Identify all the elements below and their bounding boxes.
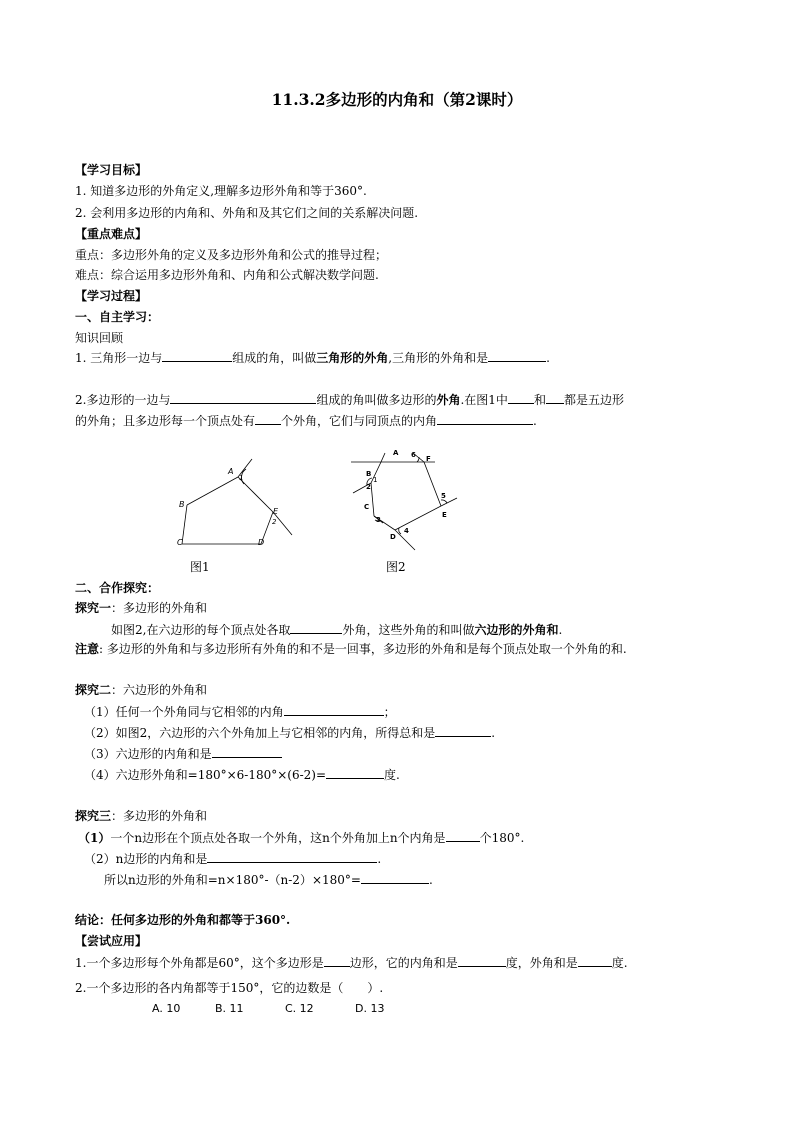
fig2-label-3: 3 (376, 516, 381, 524)
explore-2-q3 (84, 745, 282, 762)
fig2-label-a: A (393, 449, 399, 457)
explore-2-q1 (84, 703, 396, 720)
objective-item: 2. 会利用多边形的内角和、外角和及其它们之间的关系解决问题. (75, 206, 419, 220)
blank (284, 703, 384, 716)
fig1-label-b: B (179, 500, 185, 509)
blank (435, 724, 491, 737)
option-c: C. 12 (285, 1002, 314, 1015)
explore-1-label: 探究一 (75, 601, 112, 615)
p1-d: 度. (611, 956, 628, 970)
fig1-label-a: A (228, 467, 234, 476)
fig2-label-4: 4 (404, 527, 409, 535)
e3-q1-end: 个180°. (479, 831, 525, 845)
explore-2-q2 (84, 724, 495, 741)
p1-c: 度，外角和是 (505, 956, 578, 970)
review-label: 知识回顾 (75, 331, 124, 345)
blank (212, 745, 282, 758)
objectives-heading: 【学习目标】 (75, 163, 148, 177)
e2-q1-end: ； (383, 705, 396, 719)
option-b: B. 11 (215, 1002, 244, 1015)
fig1-label-e: E (273, 507, 279, 516)
option-a: A. 10 (152, 1002, 181, 1015)
explore-3-title: ：多边形的外角和 (111, 809, 208, 823)
e2-q4-text: （4）六边形外角和=180°×6-180°×(6-2)= (84, 768, 327, 782)
blank (488, 349, 546, 362)
q2-line2-a: 的外角；且多边形每一个顶点处有 (75, 414, 256, 428)
e3-q2-end: . (377, 852, 382, 866)
e3-q1-num: （1） (78, 831, 111, 845)
fig2-label-f: F (426, 455, 431, 463)
q1-part-c: ,三角形的外角和是 (388, 351, 489, 365)
explore-1-b: 外角，这些外角的和叫做 (342, 623, 475, 637)
note-text: : 多边形的外角和与多边形所有外角的和不是一回事，多边形的外角和是每个顶点处取一个外角的和. (99, 642, 627, 656)
fig2-label-5: 5 (441, 492, 446, 500)
practice-heading: 【尝试应用】 (75, 934, 148, 948)
figure-2-caption: 图2 (386, 560, 406, 574)
explore-1-a: 如图2,在六边形的每个顶点处各取 (111, 623, 291, 637)
q2-end: . (533, 414, 537, 428)
fig2-label-1: 1 (373, 476, 378, 484)
keypoints-heading: 【重点难点】 (75, 227, 148, 241)
practice-q2: 2.一个多边形的各内角都等于150°，它的边数是（ ）. (75, 981, 384, 995)
explore-1-text (111, 621, 562, 638)
fig1-label-c: C (177, 538, 183, 547)
q2-line2-b: 个外角，它们与同顶点的内角 (281, 414, 438, 428)
e3-q3-text: 所以n边形的外角和=n×180°-（n-2）×180°= (104, 873, 361, 887)
blank (437, 412, 533, 425)
fig2-label-d: D (390, 533, 396, 541)
p1-a: 1.一个多边形每个外角都是60°，这个多边形是 (75, 956, 324, 970)
cooperation-heading: 二、合作探究： (75, 581, 160, 595)
blank (546, 391, 564, 404)
q2-part-e: 都是五边形 (563, 393, 624, 407)
keypoint-item: 难点：综合运用多边形外角和、内角和公式解决数学问题. (75, 268, 379, 282)
q2-part-d: 和 (533, 393, 546, 407)
option-d: D. 13 (355, 1002, 385, 1015)
e2-q1-text: （1）任何一个外角同与它相邻的内角 (84, 705, 284, 719)
q1-end: . (546, 351, 550, 365)
explore-3-label: 探究三 (75, 809, 112, 823)
figure-2-hexagon (345, 448, 465, 552)
fig2-label-b: B (366, 470, 372, 478)
blank (170, 391, 316, 404)
blank (255, 412, 281, 425)
explore-2-heading (75, 682, 207, 698)
blank (458, 954, 506, 967)
question-2 (75, 391, 624, 408)
fig2-label-6: 6 (411, 451, 416, 459)
practice-q1 (75, 954, 628, 971)
question-1 (75, 349, 550, 366)
note-line (75, 641, 627, 657)
e2-q3-text: （3）六边形的内角和是 (84, 747, 212, 761)
blank (207, 850, 377, 863)
explore-2-title: ：六边形的外角和 (111, 683, 208, 697)
explore-2-label: 探究二 (75, 683, 112, 697)
blank (578, 954, 612, 967)
blank (326, 766, 384, 779)
explore-1-heading (75, 600, 207, 616)
fig2-label-c: C (364, 503, 370, 511)
e2-q2-end: . (491, 726, 496, 740)
q2-bold-term: 外角 (436, 393, 461, 407)
e2-q4-end: 度. (384, 768, 400, 782)
explore-3-q2 (84, 850, 381, 867)
e3-q1-text: 一个n边形在个顶点处各取一个外角，这n个外角加上n个内角是 (110, 831, 446, 845)
q1-part-a: 1. 三角形一边与 (75, 351, 163, 365)
fig1-label-2: 2 (272, 518, 277, 526)
self-study-heading: 一、自主学习： (75, 310, 160, 324)
keypoint-item: 重点：多边形外角的定义及多边形外角和公式的推导过程； (75, 248, 388, 262)
conclusion: 结论：任何多边形的外角和都等于360°. (75, 913, 291, 927)
explore-3-q3 (104, 871, 433, 888)
e3-q2-text: （2）n边形的内角和是 (84, 852, 208, 866)
e2-q2-text: （2）如图2，六边形的六个外角加上与它相邻的内角，所得总和是 (84, 726, 436, 740)
explore-1-end: . (558, 623, 563, 637)
blank (162, 349, 232, 362)
q2-part-c: .在图1中 (460, 393, 508, 407)
blank (361, 871, 429, 884)
q1-bold-term: 三角形的外角 (316, 351, 389, 365)
process-heading: 【学习过程】 (75, 289, 148, 303)
explore-1-bold: 六边形的外角和 (474, 623, 559, 637)
blank (290, 621, 342, 634)
q2-part-a: 2.多边形的一边与 (75, 393, 171, 407)
page-title: 11.3.2多边形的内角和（第2课时） (271, 90, 523, 109)
figure-1-caption: 图1 (190, 560, 210, 574)
note-label: 注意 (75, 642, 100, 656)
question-2-line-2 (75, 412, 537, 429)
explore-2-q4 (84, 766, 400, 783)
blank (446, 829, 480, 842)
q1-part-b: 组成的角，叫做 (232, 351, 317, 365)
objective-item: 1. 知道多边形的外角定义,理解多边形外角和等于360°. (75, 184, 367, 198)
explore-3-heading (75, 808, 207, 824)
e3-q3-end: . (428, 873, 433, 887)
fig1-label-d: D (258, 538, 265, 547)
q2-part-b: 组成的角叫做多边形的 (316, 393, 437, 407)
explore-1-title: ：多边形的外角和 (111, 601, 208, 615)
blank (508, 391, 534, 404)
fig2-label-e: E (442, 511, 447, 519)
explore-3-q1 (78, 829, 524, 846)
fig2-label-2: 2 (366, 483, 371, 491)
blank (324, 954, 350, 967)
p1-b: 边形，它的内角和是 (349, 956, 458, 970)
fig1-label-1: 1 (239, 474, 244, 482)
